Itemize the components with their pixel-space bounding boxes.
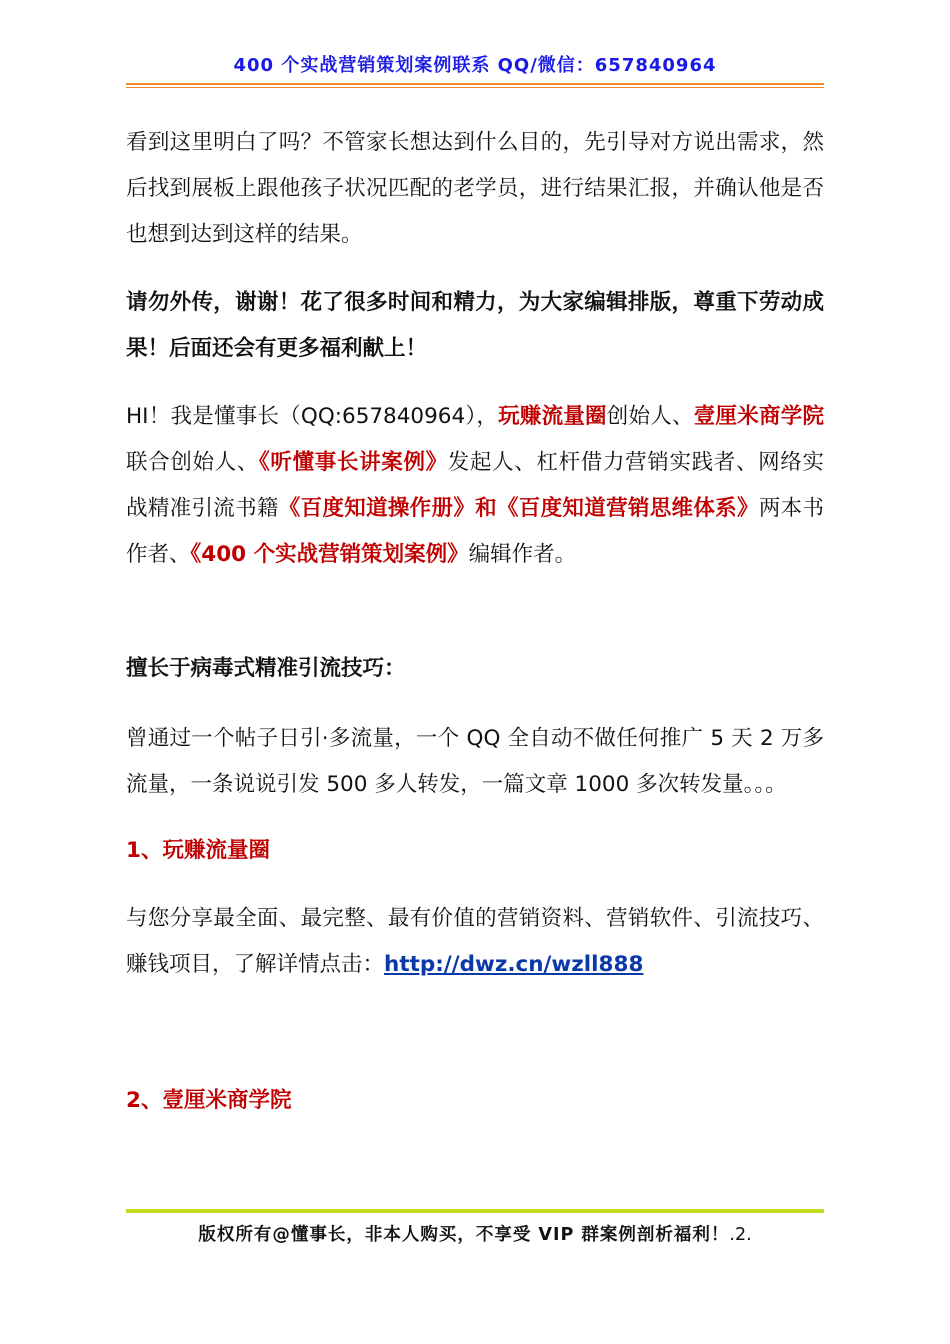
- section-1-text: 与您分享最全面、最完整、最有价值的营销资料、营销软件、引流技巧、赚钱项目，了解详情点击：: [126, 906, 824, 977]
- intro-text-3: 联合创始人、: [126, 450, 260, 475]
- document-body: [126, 120, 824, 1124]
- header-rule: [126, 83, 824, 85]
- intro-text-5: 两本书作者、: [126, 496, 824, 567]
- intro-text-4: 发起人、杠杆借力营销实践者、网络实战精准引流书籍: [126, 450, 824, 521]
- intro-text-2: 创始人、: [606, 404, 694, 429]
- intro-highlight-wzll: 玩赚流量圈: [498, 404, 607, 429]
- paragraph-author-intro: [126, 394, 824, 578]
- intro-text-1: HI！我是懂事长（QQ:657840964），: [126, 404, 499, 429]
- paragraph-notice: 请勿外传，谢谢！花了很多时间和精力，为大家编辑排版，尊重下劳动成果！后面还会有更多福利献上！: [126, 290, 824, 361]
- intro-highlight-school: 壹厘米商学院: [693, 404, 824, 429]
- intro-highlight-books: 《百度知道操作册》和《百度知道营销思维体系》: [278, 496, 759, 521]
- header-rule-thin: [126, 87, 824, 88]
- paragraph-summary: 看到这里明白了吗？不管家长想达到什么目的，先引导对方说出需求，然后找到展板上跟他孩子状况匹配的老学员，进行结果汇报，并确认他是否也想到达到这样的结果。: [126, 130, 824, 247]
- intro-highlight-cases: 《听懂事长讲案例》: [259, 450, 448, 475]
- page-number: .2.: [729, 1225, 752, 1245]
- section-1-heading: 1、玩赚流量圈: [126, 838, 270, 863]
- intro-highlight-400: 《400 个实战营销策划案例》: [190, 542, 469, 567]
- footer-copyright: 版权所有@懂事长，非本人购买，不享受 VIP 群案例剖析福利！: [198, 1225, 730, 1245]
- skills-paragraph: 曾通过一个帖子日引·多流量，一个 QQ 全自动不做任何推广 5 天 2 万多流量，一条说说引发 500 多人转发，一篇文章 1000 多次转发量。。。: [126, 726, 824, 797]
- page-header-title: 400 个实战营销策划案例联系 QQ/微信：657840964: [233, 55, 717, 76]
- footer-rule: [126, 1209, 824, 1213]
- intro-text-6: 编辑作者。: [468, 542, 577, 567]
- section-1-link[interactable]: http://dwz.cn/wzll888: [384, 952, 644, 977]
- section-2-heading: 2、壹厘米商学院: [126, 1088, 292, 1113]
- section-1-paragraph: [126, 896, 824, 988]
- page-footer: [126, 1222, 824, 1248]
- skills-heading: 擅长于病毒式精准引流技巧：: [126, 656, 406, 681]
